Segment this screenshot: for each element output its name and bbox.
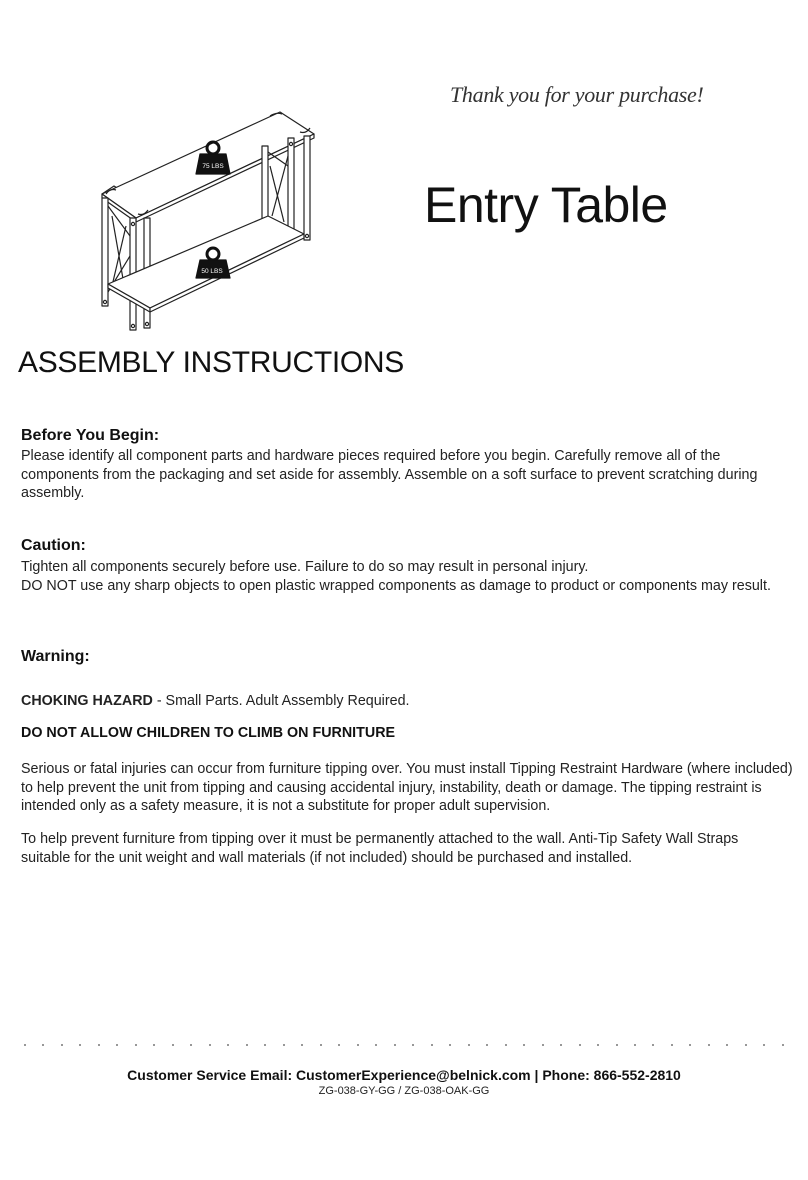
divider-dot (745, 1044, 747, 1046)
divider-dot (264, 1044, 266, 1046)
divider-dot (320, 1044, 322, 1046)
divider-dot (689, 1044, 691, 1046)
divider-dot (449, 1044, 451, 1046)
divider-dot (301, 1044, 303, 1046)
divider-dot (579, 1044, 581, 1046)
no-climb-warning: DO NOT ALLOW CHILDREN TO CLIMB ON FURNITURE (21, 725, 396, 741)
divider-dot (135, 1044, 137, 1046)
divider-dot (246, 1044, 248, 1046)
divider-dot (227, 1044, 229, 1046)
divider-dot (486, 1044, 488, 1046)
divider-dot (468, 1044, 470, 1046)
bottom-weight-label: 50 LBS (201, 268, 223, 275)
divider-dot (283, 1044, 285, 1046)
divider-dot (652, 1044, 654, 1046)
model-numbers: ZG-038-GY-GG / ZG-038-OAK-GG (318, 1085, 490, 1097)
divider-dot (79, 1044, 81, 1046)
divider-dot (560, 1044, 562, 1046)
divider-dot (338, 1044, 340, 1046)
top-weight-label: 75 LBS (202, 163, 224, 170)
divider-dot (523, 1044, 525, 1046)
divider-dot (116, 1044, 118, 1046)
divider-dot (172, 1044, 174, 1046)
divider-dot (357, 1044, 359, 1046)
divider-dot (505, 1044, 507, 1046)
before-you-begin-text: Please identify all component parts and hardware pieces required before you begin. Carefully remove all of the components from the packaging and set aside for assembly. Assemble on a soft surface to prevent scratching during assembly. (21, 448, 758, 501)
divider-dot (394, 1044, 396, 1046)
choking-hazard-detail: - Small Parts. Adult Assembly Required. (152, 693, 410, 709)
thank-you-note: Thank you for your purchase! (450, 82, 704, 107)
divider-dot (782, 1044, 784, 1046)
wall-anchor-text: To help prevent furniture from tipping over it must be permanently attached to the wall. Anti-Tip Safety Wall Straps suitable for the unit weight and wall materials (if not included) should be purchased and installed. (21, 831, 739, 866)
choking-hazard-label: CHOKING HAZARD (21, 693, 153, 709)
before-you-begin-heading: Before You Begin: (21, 427, 160, 444)
warning-heading: Warning: (21, 648, 90, 665)
divider-dot (708, 1044, 710, 1046)
divider-dot (726, 1044, 728, 1046)
choking-hazard-text (21, 692, 791, 711)
customer-service-contact: Customer Service Email: CustomerExperience@belnick.com | Phone: 866-552-2810 (127, 1067, 681, 1083)
divider-dot (190, 1044, 192, 1046)
product-title: Entry Table (424, 177, 668, 233)
tipping-injury-text: Serious or fatal injuries can occur from furniture tipping over. You must install Tipping Restraint Hardware (where included) to help prevent the unit from tipping and causing accidental injury, instability, death or damage. The tipping restraint is intended only as a safety measure, it is not a substitute for proper adult supervision. (21, 761, 793, 814)
divider-dot (616, 1044, 618, 1046)
divider-dot (597, 1044, 599, 1046)
entry-table-illustration (92, 106, 332, 338)
caution-line-1: Tighten all components securely before use. Failure to do so may result in personal injury. (21, 559, 589, 575)
divider-dot (209, 1044, 211, 1046)
divider-dot (412, 1044, 414, 1046)
divider-dot (61, 1044, 63, 1046)
divider-dot (542, 1044, 544, 1046)
dotted-divider (24, 1040, 784, 1050)
divider-dot (431, 1044, 433, 1046)
divider-dot (24, 1044, 26, 1046)
divider-dot (153, 1044, 155, 1046)
divider-dot (42, 1044, 44, 1046)
divider-dot (375, 1044, 377, 1046)
divider-dot (763, 1044, 765, 1046)
caution-line-2: DO NOT use any sharp objects to open plastic wrapped components as damage to product or components may result. (21, 578, 771, 594)
divider-dot (671, 1044, 673, 1046)
caution-heading: Caution: (21, 537, 86, 554)
divider-dot (634, 1044, 636, 1046)
assembly-instructions-heading: ASSEMBLY INSTRUCTIONS (18, 346, 405, 379)
divider-dot (98, 1044, 100, 1046)
